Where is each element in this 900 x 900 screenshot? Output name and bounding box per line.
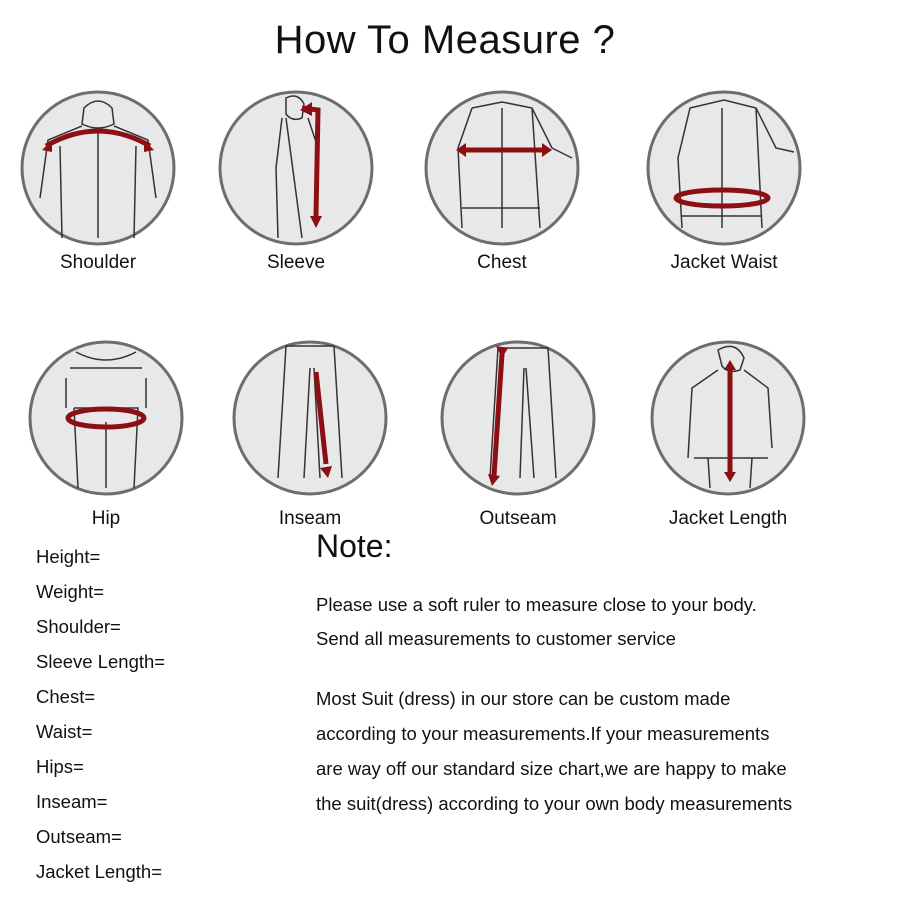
measurement-fields [36, 542, 165, 892]
label-shoulder: Shoulder [59, 252, 137, 273]
label-inseam: Inseam [278, 508, 342, 529]
measure-outseam [428, 338, 608, 548]
label-jacket-waist: Jacket Waist [670, 252, 778, 273]
field-chest: Chest= [36, 686, 96, 707]
field-waist: Waist= [36, 721, 93, 742]
field-weight: Weight= [36, 581, 105, 602]
measure-sleeve [206, 88, 386, 298]
field-outseam: Outseam= [36, 826, 122, 847]
measure-shoulder [8, 88, 188, 298]
chest-figure-icon [422, 88, 582, 248]
note-line: the suit(dress) according to your own body measurements [316, 793, 793, 814]
note-line: according to your measurements.If your measurements [316, 723, 770, 744]
field-sleeve-length: Sleeve Length= [36, 651, 166, 672]
inseam-figure-icon [230, 338, 390, 498]
note-line: Send all measurements to customer service [316, 628, 676, 649]
field-jacket-length: Jacket Length= [36, 861, 162, 882]
measure-jacket-waist [634, 88, 814, 298]
measure-jacket-length [638, 338, 818, 548]
note-line: Please use a soft ruler to measure close to your body. [316, 594, 757, 615]
label-outseam: Outseam [479, 508, 557, 529]
note-line: are way off our standard size chart,we are happy to make [316, 758, 787, 779]
outseam-figure-icon [438, 338, 598, 498]
label-hip: Hip [91, 508, 121, 529]
measure-chest [412, 88, 592, 298]
field-hips: Hips= [36, 756, 84, 777]
jacket-waist-figure-icon [644, 88, 804, 248]
shoulder-figure-icon [18, 88, 178, 248]
page-title: How To Measure ? [274, 18, 616, 62]
sleeve-figure-icon [216, 88, 376, 248]
label-chest: Chest [477, 252, 527, 273]
note-line: Most Suit (dress) in our store can be custom made [316, 688, 731, 709]
measure-inseam [220, 338, 400, 548]
jacket-length-figure-icon [648, 338, 808, 498]
note-title: Note: [316, 528, 393, 564]
label-jacket-length: Jacket Length [668, 508, 788, 529]
label-sleeve: Sleeve [266, 252, 326, 273]
measure-hip [16, 338, 196, 548]
hip-figure-icon [26, 338, 186, 498]
field-inseam: Inseam= [36, 791, 108, 812]
field-height: Height= [36, 546, 101, 567]
field-shoulder: Shoulder= [36, 616, 121, 637]
